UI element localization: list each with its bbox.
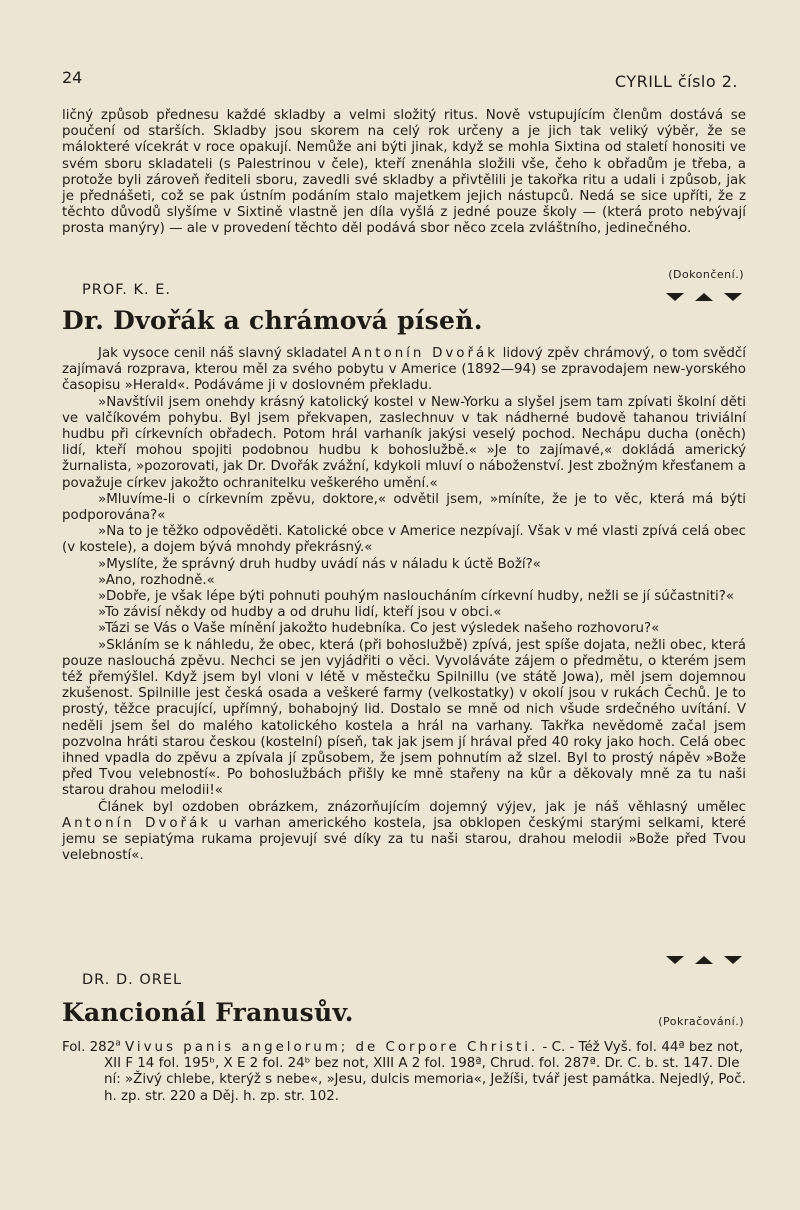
article-title: Dr. Dvořák a chrámová píseň.: [62, 306, 483, 335]
article-paragraph: »Myslíte, že správný druh hudby uvádí nás v náladu k úctě Boží?«: [98, 556, 541, 572]
article-paragraph: Článek byl ozdoben obrázkem, znázorňujícím dojemný výjev, jak je náš věhlasný umělec Antonín Dvořák u varhan amerického kostela, jsa obklopen českými starými selkami, které jemu se sepiatýma rukama projevují své díky za tu naši starou, drahou melodii »Bože před Tvou velebností«.: [62, 799, 747, 864]
triangle-ornament-icon: [664, 291, 744, 303]
article-paragraph: »Tázi se Vás o Vaše mínění jakožto hudebníka. Co jest výsledek našeho rozhovoru?«: [98, 621, 660, 637]
composer-name: Antonín Dvořák: [62, 815, 212, 831]
article-paragraph: »Mluvíme-li o církevním zpěvu, doktore,« odvětil jsem, »míníte, že je to věc, která má býti podporována?«: [62, 491, 746, 524]
article-paragraph: »Skláním se k náhledu, že obec, která (při bohoslužbě) zpívá, jest spíše dojata, nežli obec, která pouze naslouchá zpěvu. Nechci se jen vyjádřiti o věci. Vyvoláváte zájem o předmětu, o kterém jsem též přemýšlel. Když jsem byl vloni v létě v městečku Spilnillu (ve státě Jowa), měl jsem dojemnou zkušenost. Spilnille jest česká osada a veškeré farmy (velkostatky) v okolí jsou v rukách Čechů. Je to prostý, těžce pracující, upřímný, bohabojný lid. Dostalo se mně od nich všude srdečného uvítání. V neděli jsem šel do malého katolického kostela a hrál na varhany. Takřka nevědomě začal jsem pozvolna hráti starou českou (kostelní) píseň, tak jak jsem jí hrával před 40 roky jako hoch. Celá obec ihned vpadla do zpěvu a zpívala jí způsobem, že jsem pohnutím až slzel. Byl to prostý nápěv »Bože před Tvou velebností«. Po bohoslužbách přišly ke mně stařeny na kůr a děkovaly mně za tu naši starou drahou melodii!«: [62, 637, 746, 799]
article-paragraph: »Na to je těžko odpověděti. Katolické obce v Americe nezpívají. Však v mé vlasti zpívá celá obec (v kostele), a dojem bývá mnohdy překrásný.«: [62, 524, 746, 556]
article-paragraph: Jak vysoce cenil náš slavný skladatel Antonín Dvořák lidový zpěv chrámový, o tom svědčí zajímavá rozprava, kterou měl za svého pobytu v Americe (1892—94) se zpravodajem new-yorského časopisu »Herald«. Podáváme ji v doslovném překladu.: [62, 346, 747, 394]
journal-title: CYRILL číslo 2.: [614, 72, 738, 91]
composer-name: Antonín Dvořák: [351, 346, 498, 361]
hymn-title: Vivus panis angelorum; de Corpore Christi.: [125, 1040, 539, 1055]
page-header: [62, 68, 738, 94]
kancional-entry: [62, 1040, 746, 1105]
intro-text: [62, 108, 746, 238]
article-paragraph: »To závisí někdy od hudby a od druhu lidí, kteří jsou v obci.«: [98, 605, 502, 621]
article-paragraph: »Navštívil jsem onehdy krásný katolický kostel v New-Yorku a slyšel jsem tam zpívati školní děti ve valčíkovém pohybu. Byl jsem překvapen, zaslechnuv v tak nádherné budově tahanou triviální hudbu při církevních obřadech. Potom hrál varhaník jakýsi veselý pochod. Nechápu ducha (oněch) lidí, kteří mohou spojiti podobnou hudbu k bohoslužbě.« »Je to zajímavé,« dokládá americký žurnalista, »pozorovati, jak Dr. Dvořák zvážní, kdykoli mluví o náboženství. Jest zbožným křesťanem a považuje církev jakožto ochranitelku veškerého umění.«: [62, 394, 746, 491]
article-title: Kancionál Franusův.: [62, 998, 354, 1027]
entry-paragraph: Fol. 282$^a$ Vivus panis angelorum; de Corpore Christi. - C. - Též Vyš. fol. 44ª bez not, XII F 14 fol. 195ᵇ, X E 2 fol. 24ᵇ bez not, XIII A 2 fol. 198ª, Chrud. fol. 287ª. Dr. C. b. st. 147. Dle ní: »Živý chlebe, kterýž s nebe«, »Jesu, dulcis memoria«, Ježíši, tvář jest památka. Nejedlý, Poč. h. zp. str. 220 a Děj. h. zp. str. 102.: [62, 1038, 746, 1104]
triangle-ornament-icon: [664, 954, 744, 966]
article-paragraph: »Dobře, je však lépe býti pohnuti pouhým nasloucháním církevní hudby, nežli se jí súčastniti?«: [98, 589, 735, 605]
article-body: [62, 346, 746, 865]
continuation-note: (Pokračování.): [658, 1015, 744, 1028]
author-signature: DR. D. OREL: [82, 972, 183, 988]
continuation-note: (Dokončení.): [668, 268, 744, 281]
page-number: 24: [62, 68, 83, 87]
author-signature: PROF. K. E.: [82, 282, 171, 298]
article-paragraph: »Ano, rozhodně.«: [98, 572, 215, 588]
intro-paragraph: ličný způsob přednesu každé skladby a velmi složitý ritus. Nově vstupujícím členům dostává se poučení od starších. Skladby jsou skorem na celý rok určeny a je jich tak veliký výběr, že se málokteré vícekrát v roce opakují. Nemůže ani býti jinak, když se mohla Sixtina od staletí honositi ve svém sboru skladateli (s Palestrinou v čele), kteří znenáhla složili vše, čeho k obřadům je třeba, a protože byli zároveň řediteli sboru, zavedli své skladby a přivtělili je takořka ritu a udali i způsob, jak je přednášeti, což se pak ústním podáním stalo majetkem jejich nástupců. Nedá se sice upříti, že z těchto důvodů slyšíme v Sixtině vlastně jen díla vyšlá z jedné pouze školy — (která proto nebývají prosta manýry) — ale v provedení těchto děl podává sbor něco zcela zvláštního, jedinečného.: [62, 108, 746, 237]
